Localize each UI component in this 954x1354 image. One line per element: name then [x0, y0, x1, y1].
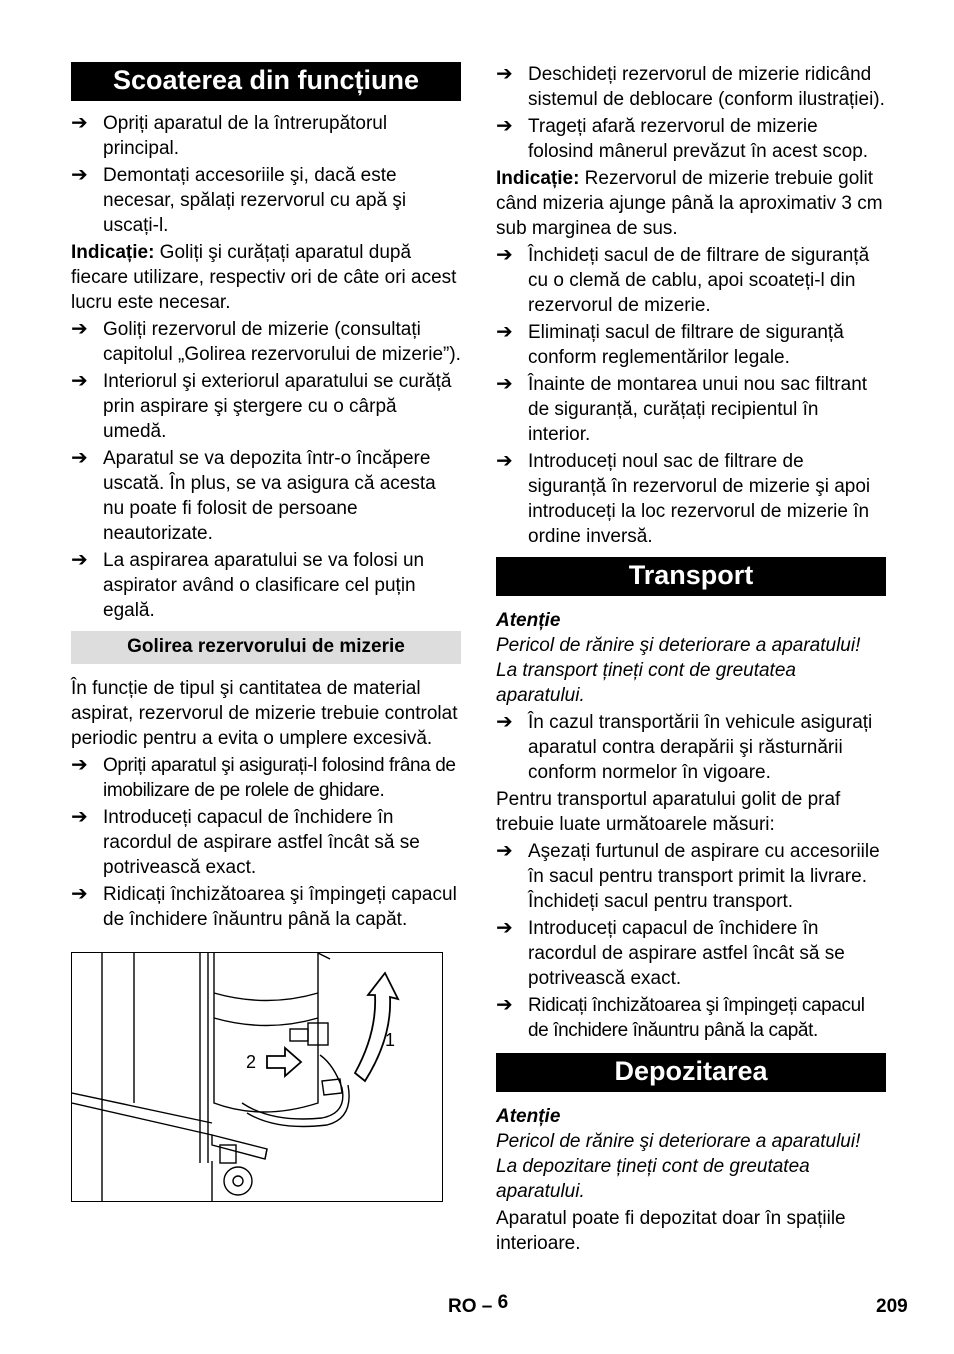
- attention-text: Pericol de rănire şi deteriorare a aparatului! La depozitare țineți cont de greutatea aparatului.: [496, 1131, 861, 1202]
- arrow-right-icon: ➔: [71, 370, 88, 392]
- footer-language: RO: [448, 1296, 477, 1317]
- note-text: Goliți şi curățați aparatul după fiecare utilizare, respectiv ori de câte ori acest lucru este necesar.: [71, 242, 457, 313]
- note-text: Rezervorul de mizerie trebuie golit când mizeria ajunge până la aproximativ 3 cm sub marginea de sus.: [496, 168, 883, 239]
- body-paragraph: Pentru transportul aparatului golit de praf trebuie luate următoarele măsuri:: [496, 789, 841, 835]
- note-label: Indicație:: [71, 242, 155, 263]
- footer-section-page: 6: [497, 1292, 509, 1313]
- list-item: ➔ Introduceți capacul de închidere în racordul de aspirare astfel încât să se potrivească exact.: [496, 917, 845, 989]
- list-item: ➔ Introduceți capacul de închidere în racordul de aspirare astfel încât să se potrivească exact.: [71, 806, 420, 878]
- arrow-right-icon: ➔: [496, 244, 513, 266]
- right-column: [496, 62, 886, 1258]
- arrow-right-icon: ➔: [71, 112, 88, 134]
- list-item: ➔ Demontați accesoriile şi, dacă este necesar, spălați rezervorul cu apă şi uscați-l.: [71, 164, 407, 236]
- list-item: ➔ Opriți aparatul de la întrerupătorul principal.: [71, 112, 388, 159]
- note-paragraph: [71, 240, 461, 315]
- list-item: ➔ La aspirarea aparatului se va folosi un aspirator având o clasificare cel puțin egală.: [71, 549, 425, 621]
- list-item: ➔ Goliți rezervorul de mizerie (consultați capitolul „Golirea rezervorului de mizerie”).: [71, 318, 461, 365]
- page-number: 209: [876, 1296, 908, 1317]
- list-item: ➔ Aparatul se va depozita într-o încăpere uscată. În plus, se va asigura că acesta nu poate fi folosit de persoane neautorizate.: [71, 447, 436, 544]
- section-heading-transport: Transport: [496, 557, 886, 596]
- list-item: ➔ Aşezați furtunul de aspirare cu accesoriile în sacul pentru transport primit la livrare. Închideți sacul pentru transport.: [496, 840, 880, 912]
- arrow-right-icon: ➔: [496, 321, 513, 343]
- arrow-right-icon: ➔: [496, 840, 513, 862]
- list-item: ➔ Închideți sacul de de filtrare de siguranță cu o clemă de cablu, apoi scoateți-l din rezervorul de mizerie.: [496, 244, 870, 316]
- body-paragraph: În funcție de tipul şi cantitatea de material aspirat, rezervorul de mizerie trebuie controlat periodic pentru a evita o umplere excesivă.: [71, 678, 458, 749]
- arrow-right-icon: ➔: [71, 806, 88, 828]
- device-illustration: [71, 952, 443, 1202]
- list-item: ➔ Înainte de montarea unui nou sac filtrant de siguranță, curățați recipientul în interior.: [496, 373, 868, 445]
- list-item: ➔ Deschideți rezervorul de mizerie ridicând sistemul de deblocare (conform ilustrației).: [496, 63, 885, 110]
- list-item: ➔ Interiorul şi exteriorul aparatului se curăță prin aspirare şi ştergere cu o cârpă umedă.: [71, 370, 452, 442]
- arrow-right-icon: ➔: [71, 549, 88, 571]
- arrow-right-icon: ➔: [71, 883, 88, 905]
- arrow-right-icon: ➔: [496, 115, 513, 137]
- left-column: [71, 62, 461, 1202]
- list-item: ➔ În cazul transportării în vehicule asigurați aparatul contra derapării şi răsturnării conform normelor în vigoare.: [496, 711, 873, 783]
- section-heading-decommission: Scoaterea din funcțiune: [71, 62, 461, 101]
- section-heading-storage: Depozitarea: [496, 1053, 886, 1092]
- attention-text: Pericol de rănire şi deteriorare a aparatului! La transport țineți cont de greutatea aparatului.: [496, 635, 861, 706]
- list-item: ➔ Trageți afară rezervorul de mizerie folosind mânerul prevăzut în acest scop.: [496, 115, 869, 162]
- list-item: ➔ Ridicați închizătoarea şi împingeți capacul de închidere înăuntru până la capăt.: [71, 883, 457, 930]
- footer-section-label: [448, 1292, 509, 1318]
- figure-label-1: 1: [385, 1030, 396, 1050]
- arrow-right-icon: ➔: [496, 994, 513, 1016]
- arrow-right-icon: ➔: [496, 450, 513, 472]
- body-paragraph: Aparatul poate fi depozitat doar în spațiile interioare.: [496, 1208, 846, 1254]
- arrow-right-icon: ➔: [71, 754, 88, 776]
- arrow-right-icon: ➔: [496, 373, 513, 395]
- footer-dash: –: [481, 1296, 493, 1317]
- arrow-right-icon: ➔: [496, 63, 513, 85]
- arrow-right-icon: ➔: [71, 447, 88, 469]
- attention-heading: Atenție: [496, 610, 561, 631]
- list-item: ➔ Opriți aparatul şi asigurați-l folosind frâna de imobilizare de pe rolele de ghidare.: [71, 754, 456, 801]
- subsection-heading-empty-container: Golirea rezervorului de mizerie: [71, 631, 461, 664]
- figure-label-2: 2: [246, 1052, 257, 1072]
- arrow-right-icon: ➔: [496, 711, 513, 733]
- arrow-right-icon: ➔: [71, 318, 88, 340]
- note-paragraph: [496, 166, 886, 241]
- note-label: Indicație:: [496, 168, 580, 189]
- list-item: ➔ Ridicați închizătoarea şi împingeți capacul de închidere înăuntru până la capăt.: [496, 994, 865, 1041]
- arrow-right-icon: ➔: [496, 917, 513, 939]
- vacuum-cleaner-drawing: [72, 953, 442, 1201]
- list-item: ➔ Introduceți noul sac de filtrare de siguranță în rezervorul de mizerie şi apoi introduceți la loc rezervorul de mizerie în ordine inversă.: [496, 450, 871, 547]
- arrow-right-icon: ➔: [71, 164, 88, 186]
- list-item: ➔ Eliminați sacul de filtrare de siguranță conform reglementărilor legale.: [496, 321, 844, 368]
- attention-heading: Atenție: [496, 1106, 561, 1127]
